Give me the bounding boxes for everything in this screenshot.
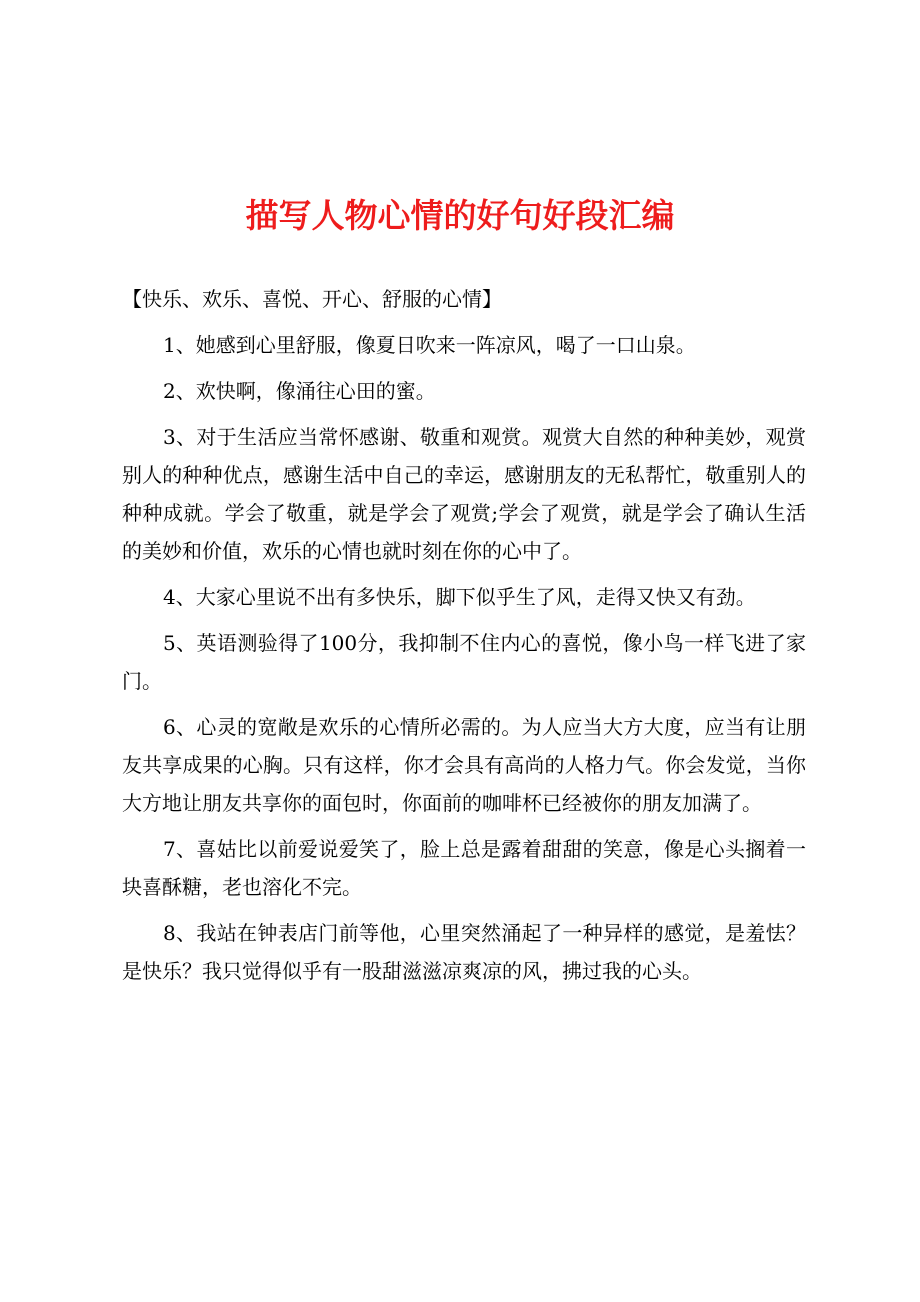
document-body: [122, 280, 806, 998]
paragraph-4: 4、大家心里说不出有多快乐，脚下似乎生了风，走得又快又有劲。: [163, 585, 756, 609]
paragraph-7: 7、喜姑比以前爱说爱笑了，脸上总是露着甜甜的笑意，像是心头搁着一块喜酥糖，老也溶化不完。: [122, 837, 806, 899]
paragraph-8: 8、我站在钟表店门前等他，心里突然涌起了一种异样的感觉，是羞怯？是快乐？我只觉得似乎有一股甜滋滋凉爽凉的风，拂过我的心头。: [122, 921, 806, 983]
paragraph-6: 6、心灵的宽敞是欢乐的心情所必需的。为人应当大方大度，应当有让朋友共享成果的心胸。只有这样，你才会具有高尚的人格力气。你会发觉，当你大方地让朋友共享你的面包时，你面前的咖啡杯已经被你的朋友加满了。: [122, 715, 806, 815]
paragraph-3: 3、对于生活应当常怀感谢、敬重和观赏。观赏大自然的种种美妙，观赏别人的种种优点，感谢生活中自己的幸运，感谢朋友的无私帮忙，敬重别人的种种成就。学会了敬重，就是学会了观赏;学会了观赏，就是学会了确认生活的美妙和价值，欢乐的心情也就时刻在你的心中了。: [122, 425, 806, 563]
paragraph-5: 5、英语测验得了100分，我抑制不住内心的喜悦，像小鸟一样飞进了家门。: [122, 631, 806, 693]
paragraph-2: 2、欢快啊，像涌往心田的蜜。: [163, 379, 436, 403]
section-heading: 【快乐、欢乐、喜悦、开心、舒服的心情】: [122, 287, 502, 311]
document-title: 描写人物心情的好句好段汇编: [245, 196, 675, 235]
paragraph-1: 1、她感到心里舒服，像夏日吹来一阵凉风，喝了一口山泉。: [163, 333, 696, 357]
